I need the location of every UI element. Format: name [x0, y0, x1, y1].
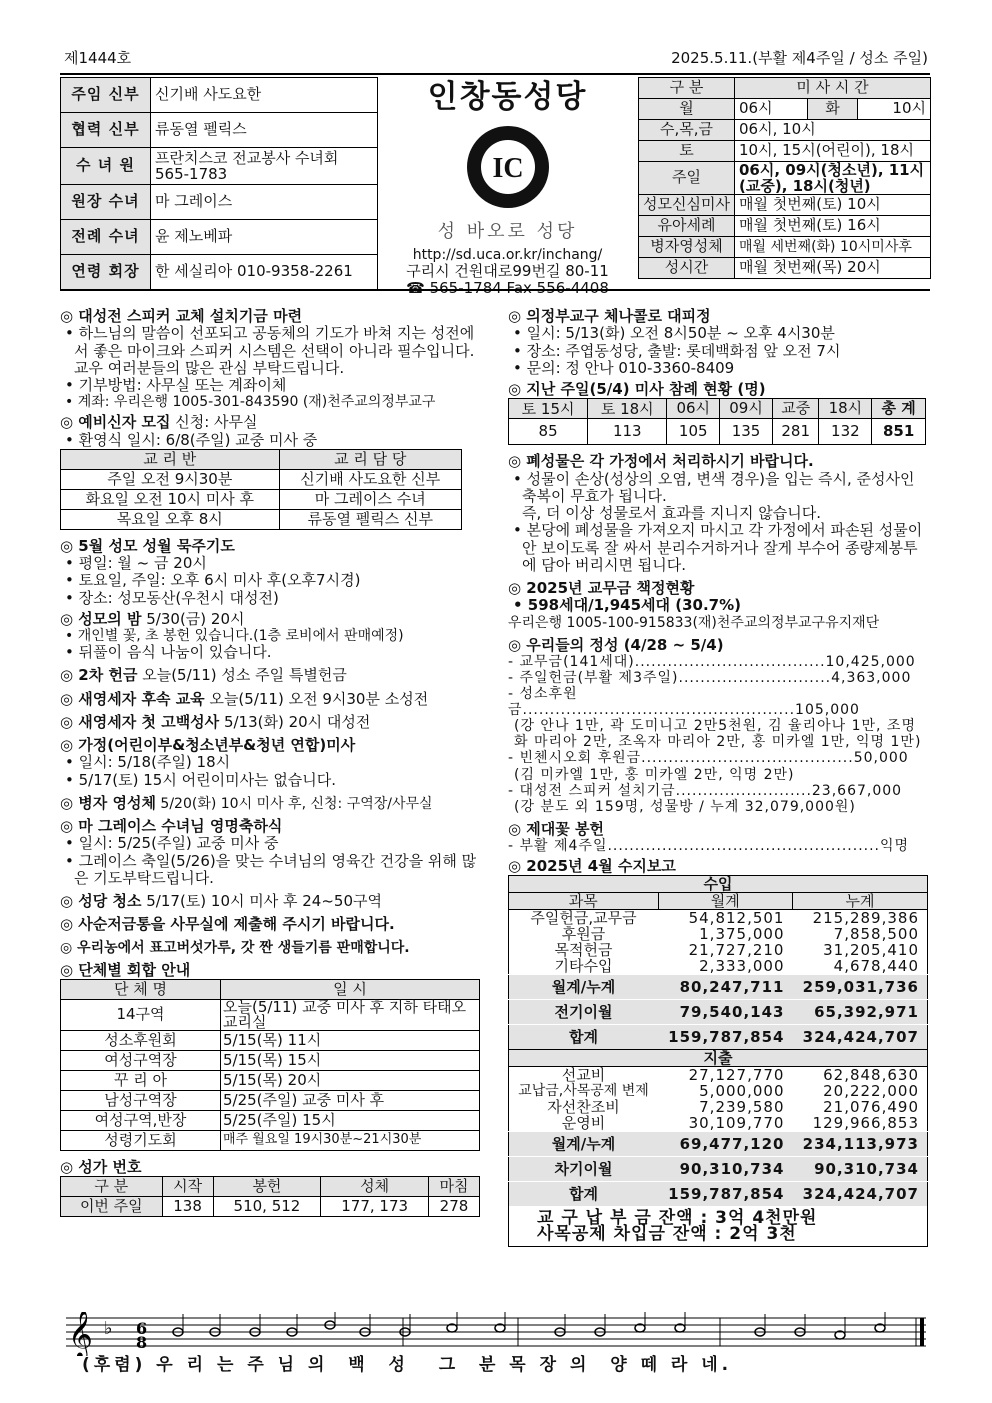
notice-heading: ◎ 가정(어린이부&청소년부&청년 연합)미사	[60, 736, 356, 755]
finance-col-header: 과목	[509, 893, 659, 910]
table-header: 단 체 명	[61, 980, 221, 1000]
table-cell: 목요일 오후 8시	[61, 509, 280, 529]
staff-table	[60, 77, 378, 290]
table-cell: 14구역	[61, 1000, 221, 1031]
staff-row	[61, 148, 378, 185]
finance-value: 5,000,000	[699, 1082, 785, 1101]
mass-time: 매월 첫번째(토) 16시	[735, 216, 931, 237]
finance-section-header: 지출	[509, 1050, 928, 1067]
notice-heading: ◎ 우리들의 정성 (4/28 ~ 5/4)	[508, 635, 724, 654]
offering-line: - 성소후원금..................................................105,000	[508, 686, 860, 719]
mass-time: 매월 첫번째(목) 20시	[735, 258, 931, 279]
offering-line: (강 안나 1만, 곽 도미니고 2만5천원, 김 율리아나 1만, 조명화 마리아 2만, 조옥자 마리아 2만, 홍 미카엘 1만, 익명 1만)	[514, 718, 922, 751]
table-cell: 138	[162, 1197, 213, 1217]
finance-value: 4,678,440	[833, 957, 919, 976]
left-column	[60, 304, 480, 1217]
notice-text: 오늘(5/11) 오전 9시30분 소성전	[204, 689, 429, 708]
table-cell: 류동열 펠릭스 신부	[279, 509, 461, 529]
notice-heading: ◎ 2025년 4월 수지보고	[508, 857, 676, 876]
table-cell: 남성구역장	[61, 1091, 221, 1111]
notice-text: • 장소: 주엽동성당, 출발: 롯데백화점 앞 오전 7시	[513, 341, 841, 360]
finance-item: 선교비	[561, 1066, 606, 1085]
notice-text: • 계좌: 우리은행 1005-301-843590 (재)천주교의정부교구	[65, 394, 436, 411]
table-header: 마침	[428, 1177, 479, 1197]
mass-day: 수,목,금	[639, 120, 735, 141]
staff-row	[61, 185, 378, 220]
mass-time: 10시, 15시(어린이), 18시	[735, 141, 931, 162]
notice-heading: ◎ 병자 영성체	[60, 793, 156, 812]
notice-heading: ◎ 새영세자 후속 교육	[60, 689, 205, 708]
notice-text: 5/17(토) 10시 미사 후 24~50구역	[141, 892, 382, 911]
table-cell: 5/15(목) 20시	[221, 1071, 480, 1091]
finance-section-header: 수입	[509, 876, 928, 893]
finance-value: 159,787,854	[658, 1025, 792, 1050]
refrain-lyric: (후렴) 우 리 는 주 님 의 백 성 그 분 목 장 의 양 떼 라 네.	[82, 1355, 733, 1375]
attendance-table	[508, 398, 926, 445]
finance-value: 31,205,410	[823, 941, 919, 960]
notice-text: • 기부방법: 사무실 또는 계좌이체	[65, 376, 287, 394]
table-cell: 5/25(주일) 15시	[221, 1111, 480, 1131]
staff-name: 한 세실리아 010-9358-2261	[151, 255, 378, 290]
offering-line: (김 미카엘 1만, 홍 미카엘 2만, 익명 2만)	[514, 766, 795, 783]
table-cell: 오늘(5/11) 교중 미사 후 지하 타태오교리실	[221, 1000, 480, 1031]
finance-value: 65,392,971	[792, 1000, 927, 1025]
notice-heading: ◎ 제대꽃 봉헌	[508, 819, 604, 838]
notice-text: • 환영식 일시: 6/8(주일) 교중 미사 중	[65, 430, 318, 449]
mass-time: 10시	[857, 99, 930, 120]
finance-value: 27,127,770	[688, 1066, 785, 1085]
table-header: 토 18시	[588, 399, 667, 419]
table-cell: 5/15(목) 15시	[221, 1051, 480, 1071]
finance-item: 월계/누계	[509, 1132, 659, 1157]
table-cell: 281	[772, 419, 819, 445]
finance-value: 324,424,707	[792, 1182, 927, 1207]
offering-line: - 대성전 스피커 설치기금.........................23,667,000	[508, 782, 903, 799]
mass-day: 성모신심미사	[639, 195, 735, 216]
table-cell: 278	[428, 1197, 479, 1217]
table-header: 교 리 담 당	[279, 449, 461, 469]
table-cell: 여성구역장	[61, 1051, 221, 1071]
mass-time: 06시, 09시(청소년), 11시(교중), 18시(청년)	[735, 162, 931, 195]
notice-text: • 장소: 성모동산(우천시 대성전)	[65, 588, 279, 607]
finance-item: 자선찬조비	[547, 1098, 620, 1117]
church-subtitle: 성 바오로 성당	[437, 220, 578, 242]
finance-value: 21,076,490	[823, 1098, 919, 1117]
staff-name: 류동열 펠릭스	[151, 113, 378, 148]
notice-text: • 개인별 꽃, 초 봉헌 있습니다.(1층 로비에서 판매예정)	[65, 628, 404, 645]
finance-value: 129,966,853	[812, 1114, 919, 1133]
notice-text: • 하느님의 말씀이 선포되고 공동체의 기도가 바쳐 지는 성전에서 좋은 마이크와 스피커 시스템은 선택이 아니라 필수입니다. 교우 여러분들의 많은 관심 부탁드립니다.	[65, 324, 475, 377]
finance-item: 월계/누계	[509, 975, 659, 1000]
notice-heading: ◎ 단체별 회합 안내	[60, 960, 191, 979]
finance-item: 합계	[509, 1182, 659, 1207]
mass-day: 월	[639, 99, 735, 120]
logo-letters: IC	[491, 152, 524, 184]
finance-value: 1,375,000	[699, 925, 785, 944]
table-header: 시작	[162, 1177, 213, 1197]
table-cell: 여성구역,반장	[61, 1111, 221, 1131]
mass-schedule-table	[638, 77, 931, 279]
mass-day: 화	[807, 99, 857, 120]
notice-heading: ◎ 성가 번호	[60, 1158, 142, 1177]
finance-value: 69,477,120	[658, 1132, 792, 1157]
staff-role: 수 녀 원	[61, 148, 151, 185]
finance-value: 159,787,854	[658, 1182, 792, 1207]
finance-footer: 사목공제 차입금 잔액 : 2억 3천	[537, 1224, 797, 1245]
finance-value: 54,812,501	[688, 909, 785, 928]
table-cell: 510, 512	[213, 1197, 321, 1217]
notice-text: 5/20(화) 10시 미사 후, 신청: 구역장/사무실	[155, 795, 433, 812]
finance-col-header: 월계	[658, 893, 792, 910]
notice-text: • 뒤풀이 음식 나눔이 있습니다.	[65, 643, 272, 662]
table-header: 18시	[819, 399, 872, 419]
finance-value: 62,848,630	[823, 1066, 919, 1085]
notice-text: 오늘(5/11) 성소 주일 특별헌금	[137, 666, 347, 685]
notice-heading: ◎ 마 그레이스 수녀님 영명축하식	[60, 817, 283, 836]
offering-line: - 교무금(141세대)...................................10,425,000	[508, 653, 916, 670]
offering-line: - 주일헌금(부활 제3주일)............................4,363,000	[508, 669, 912, 686]
flat-sign-icon: ♭	[104, 1318, 113, 1339]
notice-text: • 598세대/1,945세대 (30.7%)	[513, 596, 741, 615]
notice-heading: ◎ 폐성물은 각 가정에서 처리하시기 바랍니다.	[508, 452, 814, 471]
mass-day: 병자영성체	[639, 237, 735, 258]
finance-item: 주일헌금,교무금	[530, 909, 637, 928]
table-cell: 주일 오전 9시30분	[61, 469, 280, 489]
mass-day: 토	[639, 141, 735, 162]
finance-col-header: 누계	[792, 893, 927, 910]
staff-name: 마 그레이스	[151, 185, 378, 220]
finance-value: 21,727,210	[688, 941, 785, 960]
mass-time: 06시	[735, 99, 808, 120]
table-cell: 85	[509, 419, 588, 445]
table-header: 구 분	[61, 1177, 163, 1197]
table-cell: 이번 주일	[61, 1197, 163, 1217]
table-cell: 135	[720, 419, 773, 445]
notice-text: 신청: 사무실	[170, 413, 258, 432]
finance-item: 전기이월	[509, 1000, 659, 1025]
table-cell: 132	[819, 419, 872, 445]
right-column	[508, 304, 928, 1247]
table-header: 교중	[772, 399, 819, 419]
finance-value: 7,239,580	[699, 1098, 785, 1117]
staff-row	[61, 113, 378, 148]
hymn-refrain	[60, 1312, 930, 1384]
notice-heading: ◎ 우리농에서 표고버섯가루, 갓 짠 생들기름 판매합니다.	[60, 939, 410, 956]
notice-heading: ◎ 성당 청소	[60, 892, 142, 911]
finance-item: 합계	[509, 1025, 659, 1050]
notice-text: 5/30(금) 20시	[141, 609, 245, 628]
notice-text: • 그레이스 축일(5/26)을 맞는 수녀님의 영육간 건강을 위해 많은 기도부탁드립니다.	[65, 851, 477, 887]
finance-item: 차기이월	[509, 1157, 659, 1182]
notice-heading: ◎ 예비신자 모집	[60, 413, 171, 432]
finance-value: 234,113,973	[792, 1132, 927, 1157]
staff-role: 전례 수녀	[61, 220, 151, 255]
notice-text: • 문의: 정 안나 010-3360-8409	[513, 358, 735, 377]
table-cell: 105	[667, 419, 720, 445]
finance-table	[508, 875, 928, 1247]
staff-row	[61, 220, 378, 255]
notice-heading: ◎ 성모의 밤	[60, 609, 142, 628]
table-cell: 화요일 오전 10시 미사 후	[61, 489, 280, 509]
notice-heading: ◎ 2차 헌금	[60, 666, 138, 685]
finance-item: 기타수입	[554, 957, 613, 976]
staff-row	[61, 78, 378, 113]
notice-text: 5/13(화) 20시 대성전	[219, 712, 371, 731]
notice-heading: ◎ 2025년 교무금 책정현황	[508, 579, 695, 597]
catechism-table	[60, 449, 462, 530]
finance-value: 7,858,500	[833, 925, 919, 944]
notice-heading: ◎ 대성전 스피커 교체 설치기금 마련	[60, 307, 303, 325]
header-bottom-divider	[60, 289, 930, 291]
notice-text: • 일시: 5/25(주일) 교중 미사 중	[65, 834, 279, 853]
time-signature: 8	[136, 1333, 148, 1352]
staff-role: 연령 회장	[61, 255, 151, 290]
finance-item: 운영비	[561, 1114, 606, 1133]
table-header: 일 시	[221, 980, 480, 1000]
staff-name: 프란치스코 전교봉사 수녀회 565-1783	[151, 148, 378, 185]
table-header: 06시	[667, 399, 720, 419]
notice-heading: ◎ 사순저금통을 사무실에 제출해 주시기 바랍니다.	[60, 915, 395, 934]
church-info	[385, 80, 630, 297]
table-header: 총 계	[872, 399, 926, 419]
music-staff	[60, 1312, 930, 1356]
table-header: 09시	[720, 399, 773, 419]
notice-text: • 일시: 5/13(화) 오전 8시50분 ~ 오후 4시30분	[513, 324, 835, 343]
mass-col-header: 미 사 시 간	[735, 78, 931, 99]
top-divider	[60, 73, 930, 75]
notice-text: 즉, 더 이상 성물로서 효과를 지니지 않습니다.	[522, 504, 821, 522]
mass-day: 성시간	[639, 258, 735, 279]
table-header: 토 15시	[509, 399, 588, 419]
group-meeting-table	[60, 979, 480, 1151]
table-cell: 성소후원회	[61, 1031, 221, 1051]
notice-heading: ◎ 5월 성모 성월 묵주기도	[60, 536, 235, 555]
finance-value: 90,310,734	[658, 1157, 792, 1182]
offering-line: (강 분도 외 159명, 성물방 / 누계 32,079,000원)	[514, 798, 856, 815]
finance-item: 교납금,사목공제 변제	[518, 1083, 649, 1100]
mass-col-header: 구 분	[639, 78, 735, 99]
offering-line: - 빈첸시오회 후원금.......................................50,000	[508, 750, 909, 767]
finance-value: 20,222,000	[823, 1082, 919, 1101]
finance-value: 215,289,386	[812, 909, 919, 928]
mass-time: 매월 세번째(화) 10시미사후	[735, 237, 931, 258]
notice-heading: ◎ 새영세자 첫 고백성사	[60, 712, 220, 731]
notice-heading: ◎ 의정부교구 체나콜로 대피정	[508, 307, 711, 325]
notice-text: • 토요일, 주일: 오후 6시 미사 후(오후7시경)	[65, 571, 361, 590]
finance-value: 90,310,734	[792, 1157, 927, 1182]
table-cell: 5/15(목) 11시	[221, 1031, 480, 1051]
table-header: 성체	[321, 1177, 429, 1197]
church-phone: ☎ 565-1784 Fax 556-4408	[406, 278, 609, 297]
notice-text: • 본당에 폐성물을 가져오지 마시고 각 가정에서 파손된 성물이 안 보이도록 잘 싸서 분리수거하거나 잘게 부수어 종량제봉투에 담아 버리시면 됩니다.	[513, 521, 923, 574]
notice-text: • 평일: 월 ~ 금 20시	[65, 554, 207, 573]
table-header: 봉헌	[213, 1177, 321, 1197]
table-cell: 851	[872, 419, 926, 445]
mass-time: 매월 첫번째(토) 10시	[735, 195, 931, 216]
notice-text: • 일시: 5/18(주일) 18시	[65, 753, 231, 772]
staff-name: 윤 제노베파	[151, 220, 378, 255]
finance-value: 79,540,143	[658, 1000, 792, 1025]
mass-day: 유아세례	[639, 216, 735, 237]
hymn-table	[60, 1176, 480, 1217]
table-cell: 5/25(주일) 교중 미사 후	[221, 1091, 480, 1111]
mass-day: 주일	[639, 162, 735, 195]
finance-item: 후원금	[561, 925, 606, 944]
table-cell: 꾸 리 아	[61, 1071, 221, 1091]
notice-text: • 성물이 손상(성상의 오염, 변색 경우)을 입는 즉시, 준성사인 축복이 무효가 됩니다.	[513, 469, 915, 505]
finance-value: 2,333,000	[699, 957, 785, 976]
table-cell: 마 그레이스 수녀	[279, 489, 461, 509]
church-logo-icon	[465, 124, 551, 210]
staff-name: 신기배 사도요한	[151, 78, 378, 113]
notice-text: 우리은행 1005-100-915833(재)천주교의정부교구유지재단	[508, 614, 880, 631]
issue-number: 제1444호	[64, 49, 132, 67]
staff-row	[61, 255, 378, 290]
table-cell: 성령기도회	[61, 1131, 221, 1151]
notice-text: • 5/17(토) 15시 어린이미사는 없습니다.	[65, 770, 337, 789]
treble-clef-icon: 𝄞	[68, 1312, 93, 1356]
offering-list	[508, 654, 928, 815]
church-address: 구리시 건원대로99번길 80-11	[406, 261, 609, 280]
church-url[interactable]: http://sd.uca.or.kr/inchang/	[412, 246, 603, 263]
finance-value: 324,424,707	[792, 1025, 927, 1050]
staff-role: 원장 수녀	[61, 185, 151, 220]
staff-role: 주임 신부	[61, 78, 151, 113]
table-cell: 113	[588, 419, 667, 445]
time-signature: 6	[136, 1319, 148, 1338]
finance-value: 80,247,711	[658, 975, 792, 1000]
table-cell: 매주 월요일 19시30분~21시30분	[221, 1131, 480, 1151]
issue-date: 2025.5.11.(부활 제4주일 / 성소 주일)	[671, 49, 928, 67]
church-title: 인창동성당	[427, 79, 588, 115]
mass-time: 06시, 10시	[735, 120, 931, 141]
table-header: 교 리 반	[61, 449, 280, 469]
staff-role: 협력 신부	[61, 113, 151, 148]
finance-item: 목적헌금	[554, 941, 613, 960]
finance-footer: 교 구 납 부 금 잔액 : 3억 4천만원	[537, 1208, 818, 1229]
finance-value: 259,031,736	[792, 975, 927, 1000]
header	[64, 50, 928, 72]
table-cell: 177, 173	[321, 1197, 429, 1217]
notice-text: - 부활 제4주일..................................................익명	[508, 838, 910, 855]
table-cell: 신기배 사도요한 신부	[279, 469, 461, 489]
finance-value: 30,109,770	[688, 1114, 785, 1133]
notice-heading: ◎ 지난 주일(5/4) 미사 참례 현황 (명)	[508, 380, 766, 398]
